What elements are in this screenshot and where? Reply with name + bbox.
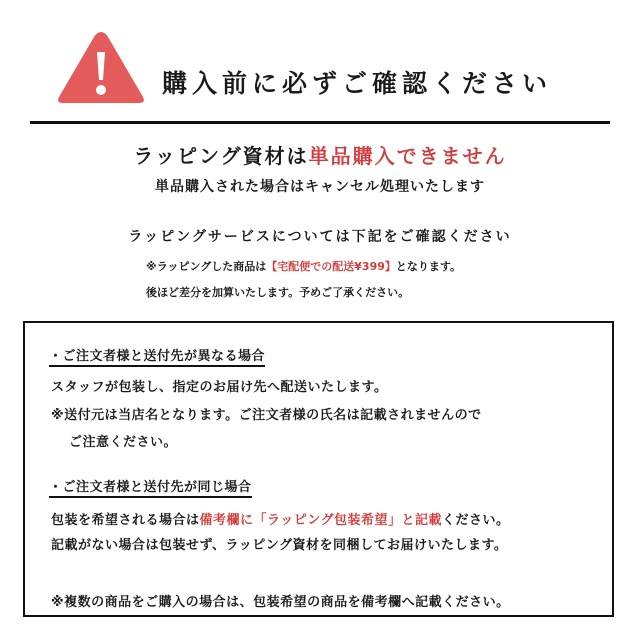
wrapping-notice-highlight: 単品購入できません — [308, 144, 507, 168]
wrapping-notice — [0, 140, 640, 169]
wrapping-notice-text: ラッピング資材は — [133, 144, 309, 168]
cancel-notice: 単品購入された場合はキャンセル処理いたします — [155, 179, 485, 195]
remarks-highlight: 備考欄に「ラッピング包装希望」と記載 — [199, 513, 442, 528]
divider — [30, 121, 610, 124]
section-same-recipient-line1 — [51, 509, 510, 528]
section-heading-text: ・ご注文者様と送付先が異なる場合 — [49, 349, 265, 367]
section-same-recipient-line2: 記載がない場合は包装せず、ラッピング資材を同梱してお届けいたします。 — [51, 538, 508, 553]
wrapping-service-heading: ラッピングサービスについては下記をご確認ください — [128, 229, 512, 245]
section-different-recipient-line1: スタッフが包装し、指定のお届け先へ配送いたします。 — [51, 380, 388, 395]
shipping-note — [146, 258, 461, 274]
section-same-recipient-heading — [49, 476, 252, 495]
notice-header — [0, 28, 640, 108]
shipping-note-suffix: となります。 — [395, 260, 462, 273]
section-heading-text: ・ご注文者様と送付先が同じ場合 — [49, 480, 252, 498]
section-different-recipient-heading — [49, 345, 265, 364]
warning-triangle-icon — [56, 28, 146, 106]
section-different-recipient-line2: ※送付元は当店名となります。ご注文者様の氏名は記載されませんので — [51, 408, 482, 423]
section-different-recipient-line3: ご注意ください。 — [69, 435, 178, 450]
shipping-note-text: ※ラッピングした商品は — [146, 260, 267, 273]
multiple-items-footnote: ※複数の商品をご購入の場合は、包装希望の商品を備考欄へ記載ください。 — [51, 595, 510, 610]
surcharge-note: 後ほど差分を加算いたします。予めご了承ください。 — [146, 286, 410, 299]
page-title: 購入前に必ずご確認ください — [162, 69, 553, 98]
line-suffix: ください。 — [442, 513, 510, 528]
shipping-fee-highlight: 【宅配便での配送¥399】 — [266, 260, 396, 273]
line-text: 包装を希望される場合は — [51, 513, 200, 528]
instructions-box — [23, 321, 614, 617]
